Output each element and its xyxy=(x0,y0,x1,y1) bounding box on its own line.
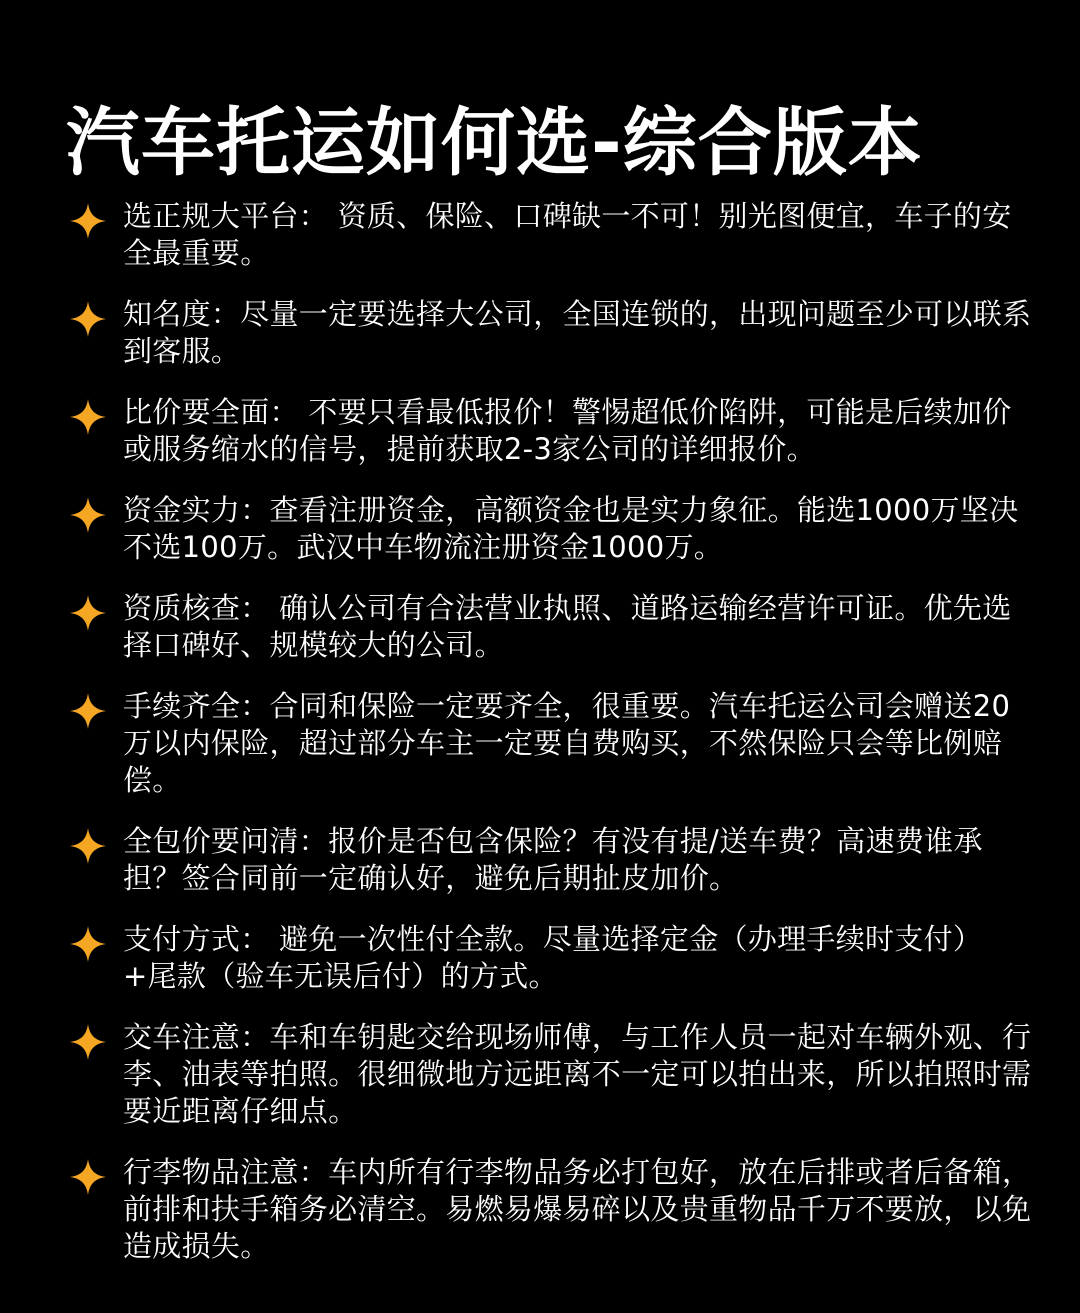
four-point-star-icon xyxy=(70,828,106,864)
list-item xyxy=(66,823,1046,897)
list-item xyxy=(66,394,1046,468)
list-item-text: 知名度：尽量一定要选择大公司，全国连锁的，出现问题至少可以联系到客服。 xyxy=(123,297,1032,368)
list-item xyxy=(66,198,1046,272)
list-item-text: 交车注意：车和车钥匙交给现场师傅，与工作人员一起对车辆外观、行李、油表等拍照。很细微地方远距离不一定可以拍出来，所以拍照时需要近距离仔细点。 xyxy=(123,1020,1032,1128)
list-item xyxy=(66,590,1046,664)
four-point-star-icon xyxy=(70,595,106,631)
four-point-star-icon xyxy=(70,301,106,337)
page-title: 汽车托运如何选-综合版本 xyxy=(66,99,923,186)
list-item-text: 比价要全面： 不要只看最低报价！警惕超低价陷阱，可能是后续加价或服务缩水的信号，提前获取2-3家公司的详细报价。 xyxy=(123,395,1012,466)
list-item-text: 行李物品注意：车内所有行李物品务必打包好，放在后排或者后备箱，前排和扶手箱务必清空。易燃易爆易碎以及贵重物品千万不要放，以免造成损失。 xyxy=(123,1155,1032,1263)
list-item-text: 资质核查： 确认公司有合法营业执照、道路运输经营许可证。优先选择口碑好、规模较大的公司。 xyxy=(123,591,1012,662)
four-point-star-icon xyxy=(70,1024,106,1060)
list-item-text: 支付方式： 避免一次性付全款。尽量选择定金（办理手续时支付）+尾款（验车无误后付）的方式。 xyxy=(123,922,983,993)
tips-list xyxy=(66,198,1046,1289)
list-item-text: 资金实力：查看注册资金，高额资金也是实力象征。能选1000万坚决不选100万。武汉中车物流注册资金1000万。 xyxy=(123,493,1019,564)
list-item xyxy=(66,1019,1046,1130)
four-point-star-icon xyxy=(70,399,106,435)
four-point-star-icon xyxy=(70,926,106,962)
list-item xyxy=(66,1154,1046,1265)
list-item xyxy=(66,492,1046,566)
four-point-star-icon xyxy=(70,693,106,729)
list-item xyxy=(66,688,1046,799)
list-item-text: 选正规大平台： 资质、保险、口碑缺一不可！别光图便宜，车子的安全最重要。 xyxy=(123,199,1012,270)
four-point-star-icon xyxy=(70,497,106,533)
list-item-text: 手续齐全：合同和保险一定要齐全，很重要。汽车托运公司会赠送20万以内保险，超过部分车主一定要自费购买，不然保险只会等比例赔偿。 xyxy=(123,689,1011,797)
list-item xyxy=(66,921,1046,995)
list-item xyxy=(66,296,1046,370)
list-item-text: 全包价要问清：报价是否包含保险？有没有提/送车费？高速费谁承担？签合同前一定确认好，避免后期扯皮加价。 xyxy=(123,824,983,895)
four-point-star-icon xyxy=(70,203,106,239)
four-point-star-icon xyxy=(70,1159,106,1195)
